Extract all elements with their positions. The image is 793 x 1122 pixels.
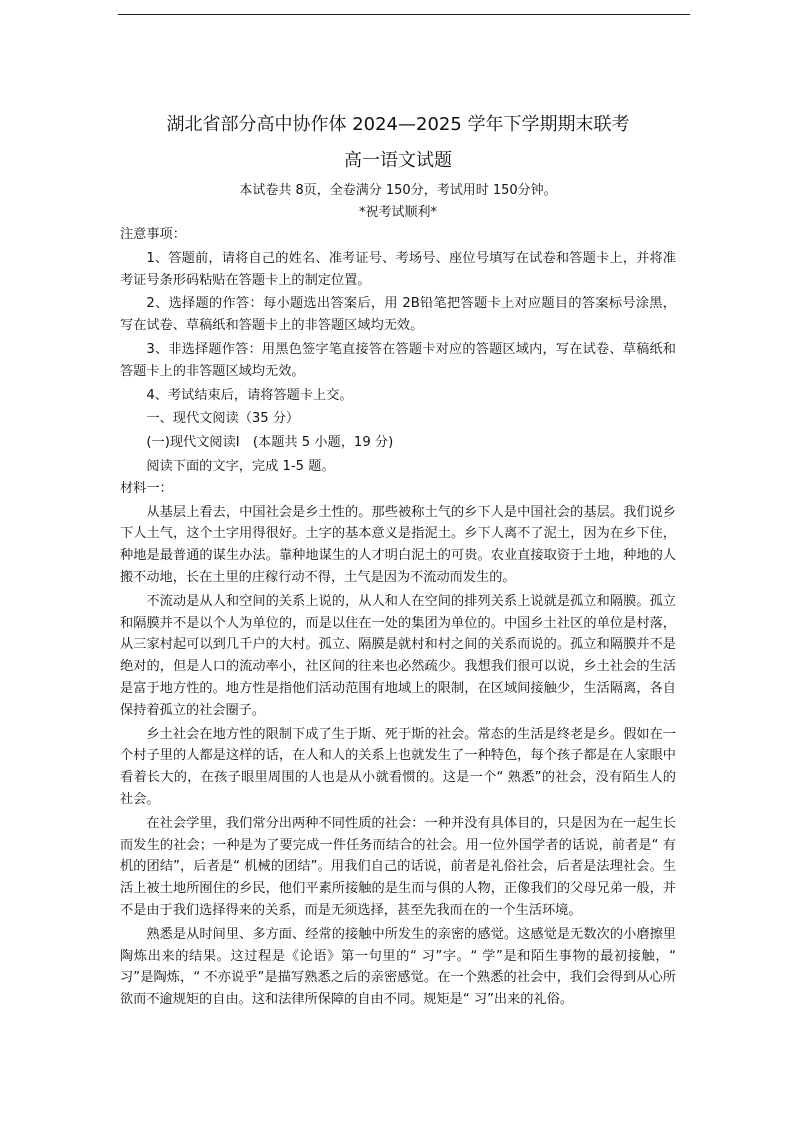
section-instruction: 阅读下面的文字，完成 1-5 题。: [146, 458, 335, 474]
material-label: 材料一：: [120, 480, 173, 496]
note-item-1: 1、答题前，请将自己的姓名、准考证号、考场号、座位号填写在试卷和答题卡上，并将准考证号条形码粘贴在答题卡上的制定位置。: [120, 250, 676, 288]
material-paragraph-1: 从基层上看去，中国社会是乡土性的。那些被称土气的乡下人是中国社会的基层。我们说乡下人土气，这个土字用得很好。土字的基本意义是指泥土。乡下人离不了泥土，因为在乡下住，种地是最普通的谋生办法。靠种地谋生的人才明白泥土的可贵。农业直接取资于土地，种地的人搬不动地，长在土里的庄稼行动不得，土气是因为不流动而发生的。: [120, 504, 676, 585]
exam-title: 湖北省部分高中协作体 2024—2025 学年下学期期末联考: [166, 114, 630, 135]
header-rule: [118, 14, 690, 15]
material-paragraph-4: 在社会学里，我们常分出两种不同性质的社会：一种并没有具体目的，只是因为在一起生长而发生的社会；一种是为了要完成一件任务而结合的社会。用一位外国学者的话说，前者是“ 有机的团结”，后者是“ 机械的团结”。用我们自己的话说，前者是礼俗社会，后者是法理社会。生活上被土地所囿住的乡民，他们平素所接触的是生而与俱的人物，正像我们的父母兄弟一般，并不是由于我们选择得来的关系，而是无须选择，甚至先我而在的一个生活环境。: [120, 815, 676, 918]
notes-heading: 注意事项：: [120, 227, 186, 242]
note-item-2: 2、选择题的作答：每小题选出答案后，用 2B铅笔把答题卡上对应题目的答案标号涂黑，写在试卷、草稿纸和答题卡上的非答题区域均无效。: [120, 296, 676, 334]
section-sub-heading: (一)现代文阅读Ⅰ (本题共 5 小题，19 分): [146, 435, 394, 451]
material-paragraph-2: 不流动是从人和空间的关系上说的，从人和人在空间的排列关系上说就是孤立和隔膜。孤立和隔膜并不是以个人为单位的，而是以住在一处的集团为单位的。中国乡土社区的单位是村落，从三家村起可以到几千户的大村。孤立、隔膜是就村和村之间的关系而说的。孤立和隔膜并不是绝对的，但是人口的流动率小，社区间的往来也必然疏少。我想我们很可以说，乡土社会的生活是富于地方性的。地方性是指他们活动范围有地域上的限制，在区域间接触少，生活隔离，各自保持着孤立的社会圈子。: [120, 593, 676, 718]
note-item-3: 3、非选择题作答：用黑色签字笔直接答在答题卡对应的答题区域内，写在试卷、草稿纸和答题卡上的非答题区域均无效。: [120, 341, 676, 379]
exam-info: 本试卷共 8页，全卷满分 150分，考试用时 150分钟。: [239, 183, 557, 198]
material-paragraph-3: 乡土社会在地方性的限制下成了生于斯、死于斯的社会。常态的生活是终老是乡。假如在一个村子里的人都是这样的话，在人和人的关系上也就发生了一种特色，每个孩子都是在人家眼中看着长大的，在孩子眼里周围的人也是从小就看惯的。这是一个“ 熟悉”的社会，没有陌生人的社会。: [120, 726, 676, 807]
exam-wish: *祝考试顺利*: [358, 205, 437, 220]
section-heading: 一、现代文阅读（35 分）: [146, 411, 300, 427]
note-item-4: 4、考试结束后，请将答题卡上交。: [146, 387, 353, 403]
exam-page: [120, 112, 676, 1011]
exam-subtitle: 高一语文试题: [344, 150, 452, 171]
material-paragraph-5: 熟悉是从时间里、多方面、经常的接触中所发生的亲密的感觉。这感觉是无数次的小磨擦里陶炼出来的结果。这过程是《论语》第一句里的“ 习”字。“ 学”是和陌生事物的最初接触，“ 习”是陶炼，“ 不亦说乎”是描写熟悉之后的亲密感觉。在一个熟悉的社会中，我们会得到从心所欲而不逾规矩的自由。这和法律所保障的自由不同。规矩是“ 习”出来的礼俗。: [120, 926, 676, 1008]
